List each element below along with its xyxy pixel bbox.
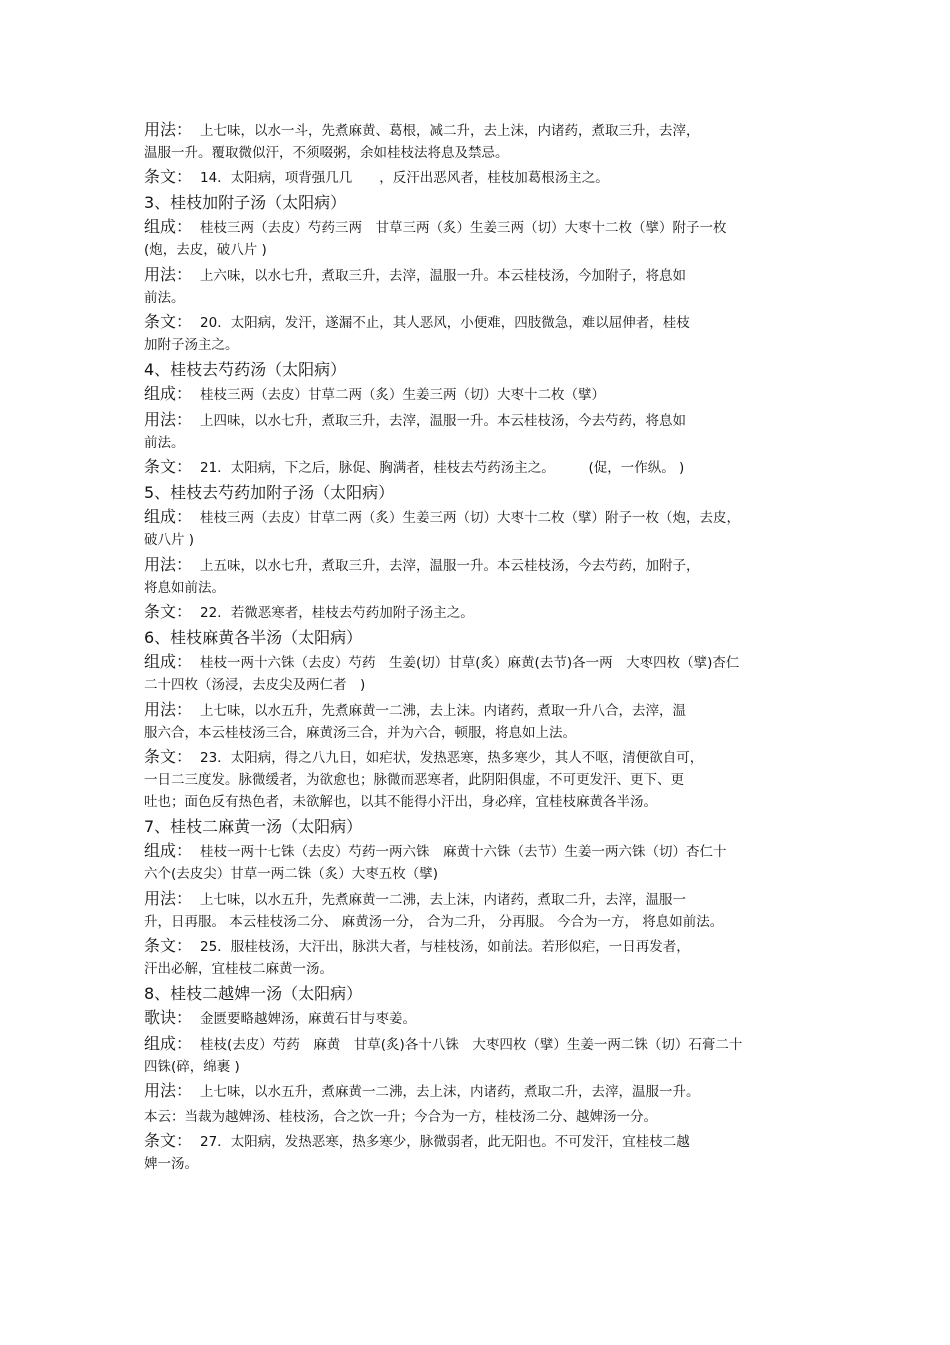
line-text: 将息如前法。	[144, 579, 225, 596]
paragraph-line	[144, 554, 816, 577]
paragraph-line	[144, 334, 816, 356]
paragraph-line	[144, 791, 816, 813]
paragraph-line	[144, 601, 816, 624]
line-text: 20．太阳病，发汗，遂漏不止，其人恶风，小便难，四肢微急，难以屈伸者，桂枝	[200, 315, 690, 331]
line-text: 破八片 )	[144, 532, 195, 548]
paragraph-line	[144, 166, 816, 189]
line-text: 温服一升。覆取微似汗，不须啜粥，余如桂枝法将息及禁忌。	[144, 144, 509, 161]
line-text: 上五味，以水七升，煮取三升，去滓，温服一升。本云桂枝汤，今去芍药，加附子，	[200, 557, 700, 574]
section-heading: 6、桂枝麻黄各半汤（太阳病）	[144, 627, 363, 647]
line-text: 桂枝一两十六铢（去皮）芍药 生姜(切）甘草(炙）麻黄(去节)各一两 大枣四枚（擘)杏仁	[200, 655, 740, 671]
paragraph-line	[144, 674, 816, 696]
line-text: 桂枝三两（去皮）甘草二两（炙）生姜三两（切）大枣十二枚（擘）附子一枚（炮，去皮，	[200, 510, 741, 526]
line-text: 升，日再服。 本云桂枝汤二分、 麻黄汤一分， 合为二升， 分再服。 今合为一方， 将息如前法。	[144, 913, 724, 930]
paragraph-line	[144, 1033, 816, 1056]
line-text: 六个(去皮尖）甘草一两二铢（炙）大枣五枚（擘)	[144, 866, 439, 882]
line-text: 汗出必解，宜桂枝二麻黄一汤。	[144, 961, 333, 977]
line-text: (炮，去皮，破八片 )	[144, 242, 267, 258]
field-label: 用法：	[144, 409, 193, 429]
field-label: 组成：	[144, 217, 193, 236]
line-text: 一日二三度发。脉微缓者，为欲愈也；脉微而恶寒者，此阴阳俱虚，不可更发汗、更下、更	[144, 772, 684, 788]
line-text: 27．太阳病，发热恶寒，热多寒少，脉微弱者，此无阳也。不可发汗，宜桂枝二越	[200, 1134, 690, 1150]
paragraph-line	[144, 456, 816, 479]
section-heading: 5、桂枝去芍药加附子汤（太阳病）	[144, 482, 395, 502]
section-heading: 8、桂枝二越婢一汤（太阳病）	[144, 983, 363, 1003]
line-text: 桂枝三两（去皮）芍药三两 甘草三两（炙）生姜三两（切）大枣十二枚（擘）附子一枚	[200, 220, 727, 236]
paragraph-line	[144, 529, 816, 551]
paragraph-line	[144, 746, 816, 769]
line-text: 上七味，以水五升，煮麻黄一二沸，去上沫，内诸药，煮取二升，去滓，温服一升。	[200, 1084, 700, 1100]
paragraph-line	[144, 1007, 816, 1030]
paragraph-line	[144, 888, 816, 911]
line-text: 23．太阳病，得之八九日，如疟状，发热恶寒，热多寒少，其人不呕，清便欲自可，	[200, 750, 704, 766]
field-label: 用法：	[144, 699, 193, 719]
paragraph-line	[144, 769, 816, 791]
field-label: 组成：	[144, 507, 193, 526]
paragraph-line	[144, 287, 816, 309]
line-text: 服六合，本云桂枝汤三合，麻黄汤三合，并为六合，顿服，将息如上法。	[144, 724, 576, 741]
paragraph-line	[144, 722, 816, 744]
field-label: 用法：	[144, 119, 193, 139]
line-text: 21．太阳病，下之后，脉促、胸满者，桂枝去芍药汤主之。 (促，一作纵。 )	[200, 460, 685, 476]
field-label: 歌诀：	[144, 1008, 193, 1027]
plain-line	[144, 1106, 816, 1128]
line-text: 加附子汤主之。	[144, 337, 239, 353]
paragraph-line	[144, 577, 816, 599]
line-text: 25．服桂枝汤，大汗出，脉洪大者，与桂枝汤，如前法。若形似疟，一日再发者，	[200, 939, 690, 955]
field-label: 条文：	[144, 602, 193, 621]
field-label: 组成：	[144, 652, 193, 671]
paragraph-line	[144, 216, 816, 239]
section-heading: 3、桂枝加附子汤（太阳病）	[144, 192, 347, 212]
field-label: 用法：	[144, 888, 193, 908]
field-label: 用法：	[144, 554, 193, 574]
field-label: 条文：	[144, 1131, 193, 1150]
line-text: 前法。	[144, 434, 185, 451]
paragraph-line	[144, 958, 816, 980]
field-label: 条文：	[144, 747, 193, 766]
section-heading: 7、桂枝二麻黄一汤（太阳病）	[144, 816, 363, 836]
section-heading: 4、桂枝去芍药汤（太阳病）	[144, 359, 347, 379]
line-text: 四铢(碎，绵裹 )	[144, 1058, 240, 1075]
paragraph-line	[144, 383, 816, 406]
paragraph-line	[144, 142, 816, 164]
document-page	[144, 116, 816, 1175]
field-label: 用法：	[144, 264, 193, 284]
line-text: 上七味，以水五升，先煮麻黄一二沸，去上沫。内诸药，煮取一升八合，去滓，温	[200, 702, 687, 719]
line-text: 二十四枚（汤浸，去皮尖及两仁者 )	[144, 677, 366, 693]
field-label: 组成：	[144, 1033, 193, 1053]
paragraph-line	[144, 432, 816, 454]
paragraph-line	[144, 1080, 816, 1103]
paragraph-line	[144, 409, 816, 432]
paragraph-line	[144, 840, 816, 863]
paragraph-line	[144, 264, 816, 287]
paragraph-line	[144, 1130, 816, 1153]
field-label: 组成：	[144, 384, 193, 403]
field-label: 组成：	[144, 841, 193, 860]
line-text: 桂枝三两（去皮）甘草二两（炙）生姜三两（切）大枣十二枚（擘）	[200, 387, 606, 403]
line-text: 桂枝一两十七铢（去皮）芍药一两六铢 麻黄十六铢（去节）生姜一两六铢（切）杏仁十	[200, 844, 727, 860]
paragraph-line	[144, 1056, 816, 1078]
field-label: 条文：	[144, 167, 193, 186]
paragraph-line	[144, 935, 816, 958]
line-text: 婢一汤。	[144, 1156, 198, 1172]
line-text: 本云：当裁为越婢汤、桂枝汤，合之饮一升；今合为一方，桂枝汤二分、越婢汤一分。	[144, 1108, 657, 1125]
line-text: 上四味，以水七升，煮取三升，去滓，温服一升。本云桂枝汤，今去芍药，将息如	[200, 412, 687, 429]
line-text: 上七味，以水一斗，先煮麻黄、葛根，减二升，去上沫，内诸药，煮取三升，去滓，	[200, 122, 700, 139]
line-text: 上六味，以水七升，煮取三升，去滓，温服一升。本云桂枝汤，今加附子，将息如	[200, 267, 687, 284]
line-text: 上七味，以水五升，先煮麻黄一二沸，去上沫，内诸药，煮取二升，去滓，温服一	[200, 891, 687, 908]
paragraph-line	[144, 506, 816, 529]
field-label: 条文：	[144, 936, 193, 955]
field-label: 条文：	[144, 312, 193, 331]
paragraph-line	[144, 239, 816, 261]
paragraph-line	[144, 863, 816, 885]
line-text: 22．若微恶寒者，桂枝去芍药加附子汤主之。	[200, 605, 474, 621]
line-text: 吐也；面色反有热色者，未欲解也，以其不能得小汗出，身必痒，宜桂枝麻黄各半汤。	[144, 794, 657, 810]
paragraph-line	[144, 311, 816, 334]
paragraph-line	[144, 699, 816, 722]
line-text: 金匮要略越婢汤，麻黄石甘与枣姜。	[200, 1011, 417, 1027]
paragraph-line	[144, 1153, 816, 1175]
field-label: 条文：	[144, 457, 193, 476]
paragraph-line	[144, 911, 816, 933]
line-text: 桂枝(去皮）芍药 麻黄 甘草(炙)各十八铢 大枣四枚（擘）生姜一两二铢（切）石膏二十	[200, 1036, 743, 1053]
line-text: 前法。	[144, 289, 185, 306]
paragraph-line	[144, 119, 816, 142]
line-text: 14．太阳病，项背强几几 ，反汗出恶风者，桂枝加葛根汤主之。	[200, 170, 609, 186]
field-label: 用法：	[144, 1081, 193, 1100]
paragraph-line	[144, 651, 816, 674]
